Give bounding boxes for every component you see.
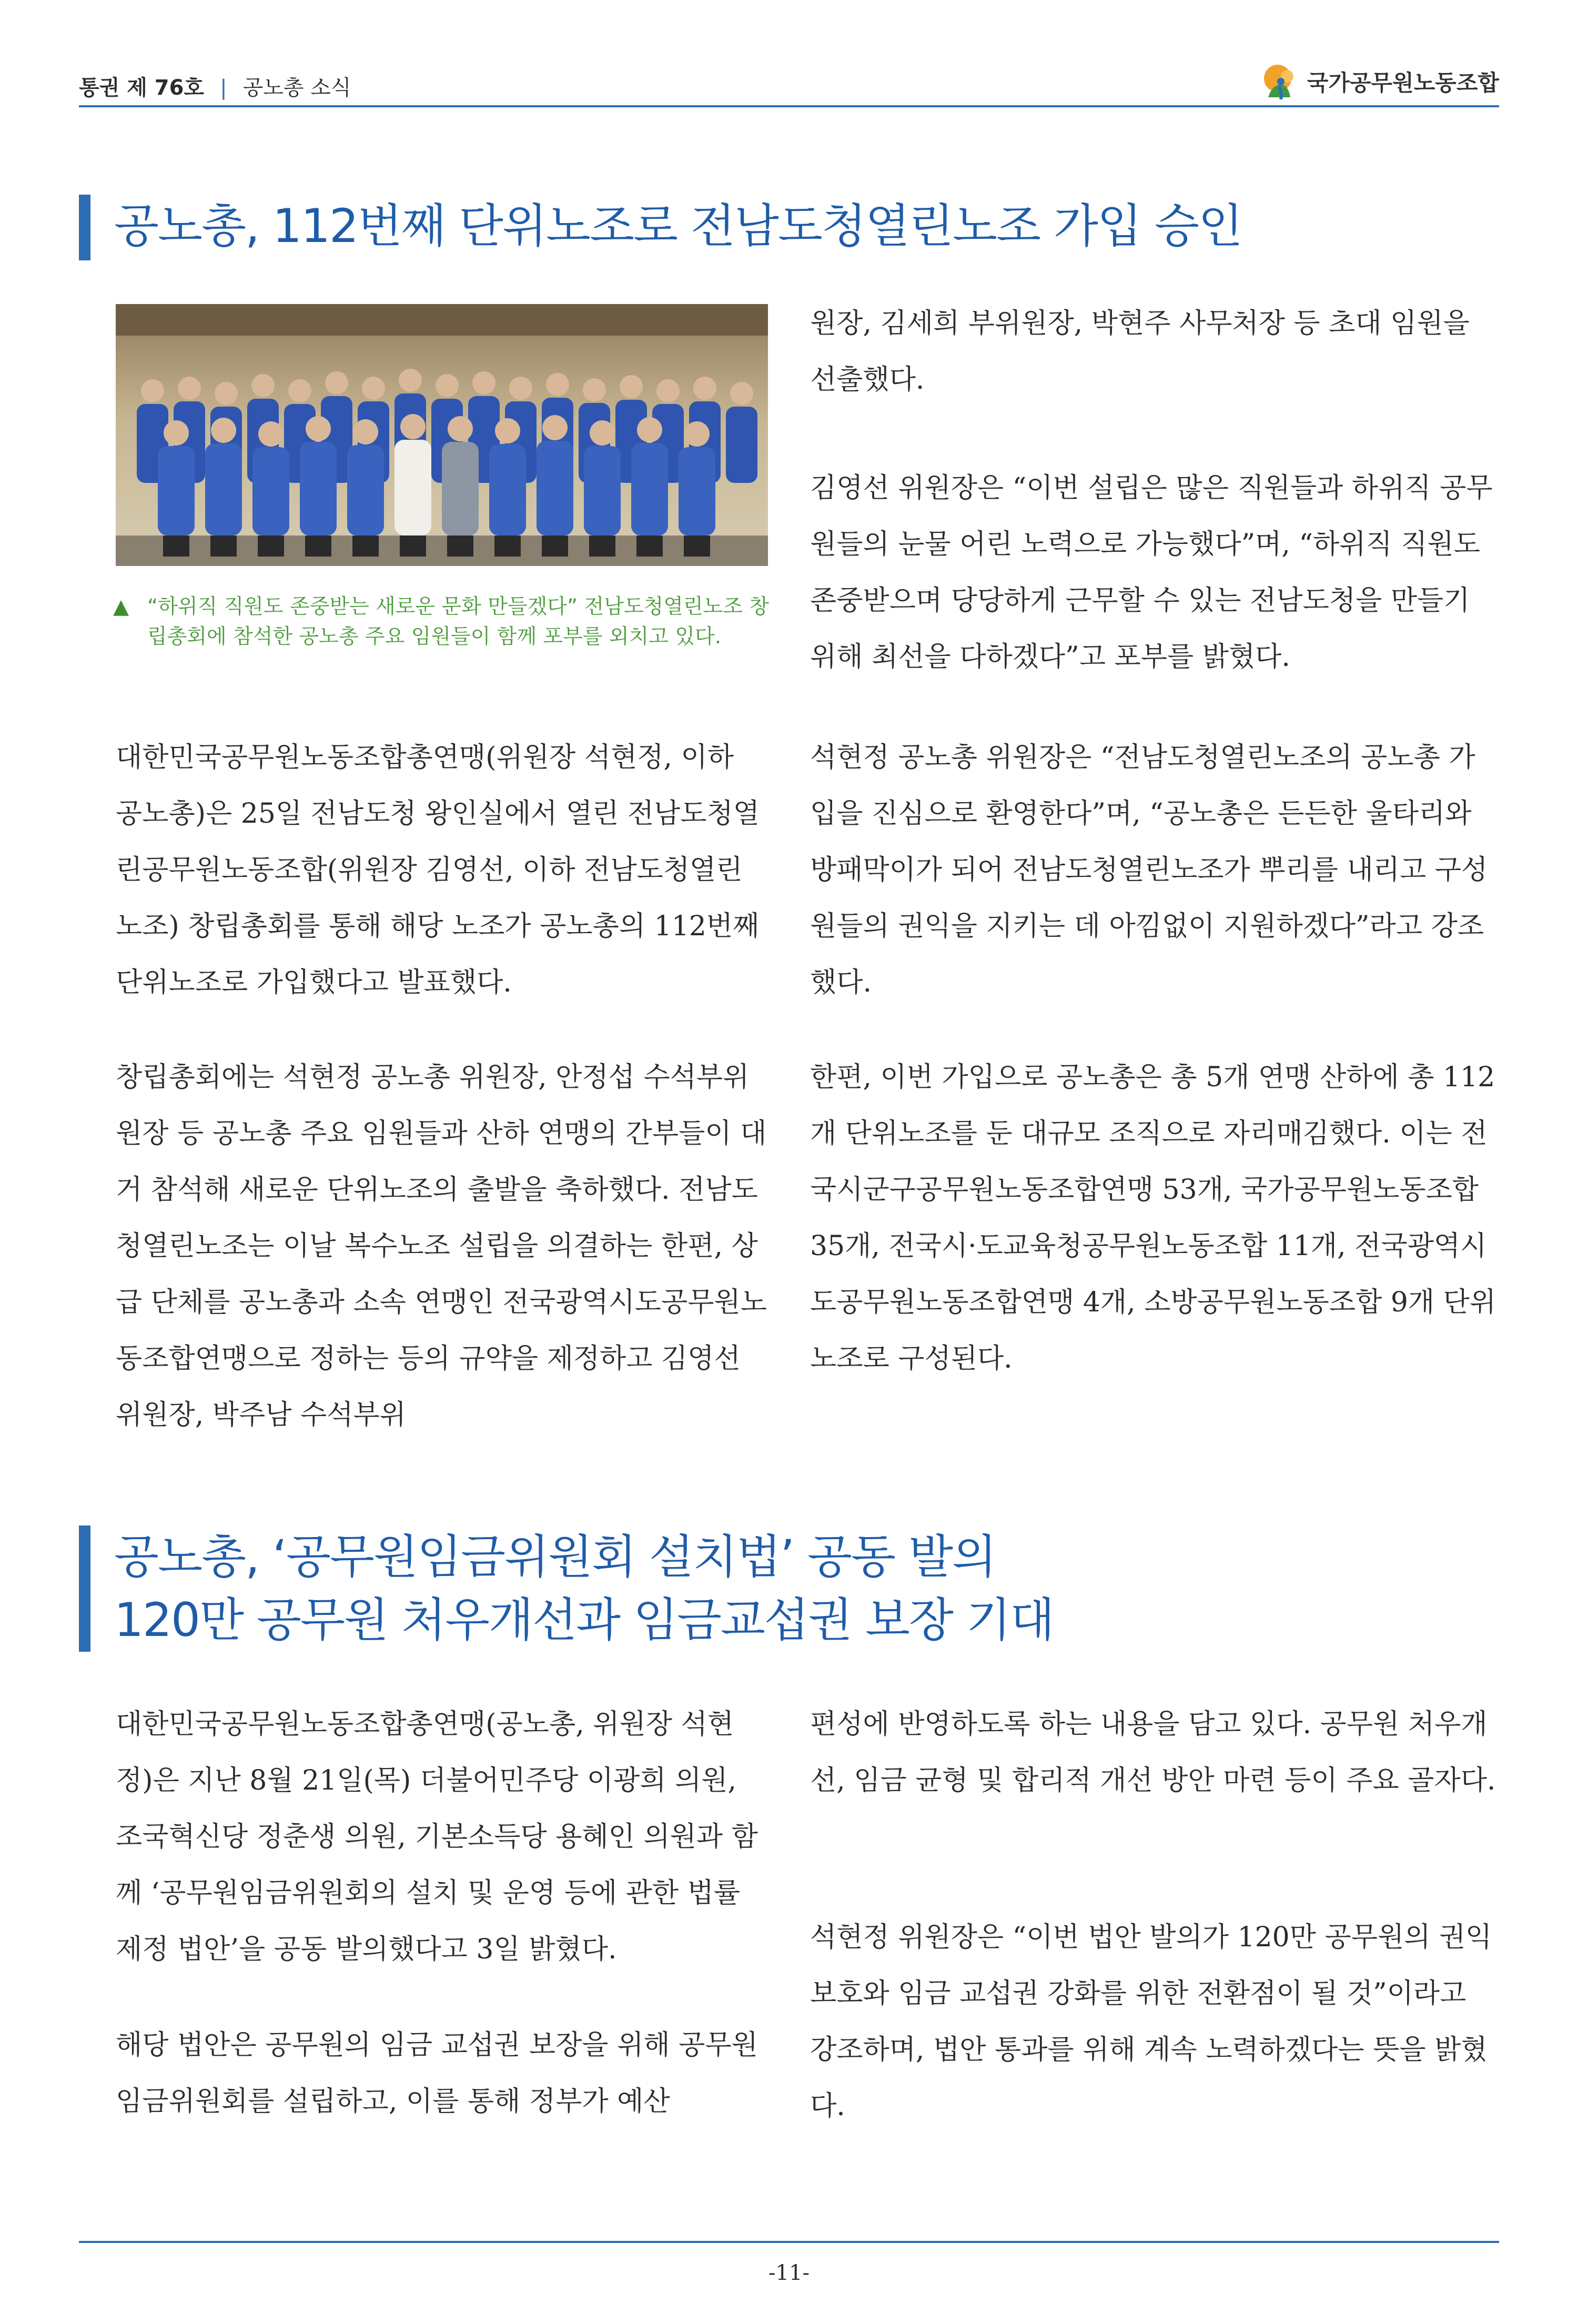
union-name: 국가공무원노동조합 [1307, 70, 1499, 96]
caption-text: “하위직 직원도 존중받는 새로운 문화 만들겠다” 전남도청열린노조 창립총회에 참석한 공노총 주요 임원들이 함께 포부를 외치고 있다. [147, 595, 770, 649]
article2-title-line1: 공노총, ‘공무원임금위원회 설치법’ 공동 발의 [114, 1530, 996, 1584]
running-header [79, 71, 351, 101]
page-header [79, 66, 1499, 108]
union-logo [1258, 58, 1499, 105]
article1-title: 공노총, 112번째 단위노조로 전남도청열린노조 가입 승인 [114, 199, 1242, 253]
header-divider: | [220, 76, 227, 100]
heading-accent-bar [79, 195, 90, 260]
article1-right-para-3: 석현정 공노총 위원장은 “전남도청열린노조의 공노총 가입을 진심으로 환영한다”며, “공노총은 든든한 울타리와 방패막이가 되어 전남도청열린노조가 뿌리를 내리고 구성원들의 권익을 지키는 데 아낌없이 지원하겠다”라고 강조했다. [810, 742, 1488, 998]
article2-title-line2: 120만 공무원 처우개선과 임금교섭권 보장 기대 [114, 1593, 1054, 1647]
article2-right-para-1: 편성에 반영하도록 하는 내용을 담고 있다. 공무원 처우개선, 임금 균형 및 합리적 개선 방안 마련 등이 주요 골자다. [810, 1709, 1496, 1796]
group-photo [116, 304, 768, 566]
article1-right-para-4: 한편, 이번 가입으로 공노총은 총 5개 연맹 산하에 총 112개 단위노조를 둔 대규모 조직으로 자리매김했다. 이는 전국시군구공무원노동조합연맹 53개, 국가공무원노동조합 35개, 전국시·도교육청공무원노동조합 11개, 전국광역시도공무원노동조합연맹 4개, 소방공무원노동조합 9개 단위노조로 구성된다. [810, 1062, 1496, 1375]
article1-left-para-2: 창립총회에는 석현정 공노총 위원장, 안정섭 수석부위원장 등 공노총 주요 임원들과 산하 연맹의 간부들이 대거 참석해 새로운 단위노조의 출발을 축하했다. 전남도청열린노조는 이날 복수노조 설립을 의결하는 한편, 상급 단체를 공노총과 소속 연맹인 전국광역시도공무원노동조합연맹으로 정하는 등의 규약을 제정하고 김영선 위원장, 박주남 수석부위 [116, 1062, 767, 1431]
union-logo-icon [1258, 60, 1300, 103]
article1-heading [79, 195, 1242, 260]
article2-left-para-1: 대한민국공무원노동조합총연맹(공노총, 위원장 석현정)은 지난 8월 21일(목) 더불어민주당 이광희 의원, 조국혁신당 정춘생 의원, 기본소득당 용혜인 의원과 함께 ‘공무원임금위원회의 설치 및 운영 등에 관한 법률 제정 법안’을 공동 발의했다고 3일 밝혔다. [116, 1709, 758, 1965]
issue-number: 통권 제 76호 [79, 76, 205, 100]
photo-caption [113, 592, 771, 652]
page-number: -11- [768, 2261, 810, 2285]
caption-triangle-icon: ▲ [113, 595, 129, 619]
header-rule [79, 105, 1499, 107]
article1-right-para-1: 원장, 김세희 부위원장, 박현주 사무처장 등 초대 임원을 선출했다. [810, 308, 1470, 396]
article2-title [114, 1525, 1054, 1652]
article1-left-para-1: 대한민국공무원노동조합총연맹(위원장 석현정, 이하 공노총)은 25일 전남도청 왕인실에서 열린 전남도청열린공무원노동조합(위원장 김영선, 이하 전남도청열린노조) 창립총회를 통해 해당 노조가 공노총의 112번째 단위노조로 가입했다고 발표했다. [116, 742, 760, 998]
article2-left-para-2: 해당 법안은 공무원의 임금 교섭권 보장을 위해 공무원임금위원회를 설립하고, 이를 통해 정부가 예산 [116, 2029, 758, 2117]
article2-right-para-2: 석현정 위원장은 “이번 법안 발의가 120만 공무원의 권익 보호와 임금 교섭권 강화를 위한 전환점이 될 것”이라고 강조하며, 법안 통과를 위해 계속 노력하겠다는 뜻을 밝혔다. [810, 1922, 1492, 2122]
section-name: 공노총 소식 [242, 76, 351, 100]
article1-right-para-2: 김영선 위원장은 “이번 설립은 많은 직원들과 하위직 공무원들의 눈물 어린 노력으로 가능했다”며, “하위직 직원도 존중받으며 당당하게 근무할 수 있는 전남도청을 만들기 위해 최선을 다하겠다”고 포부를 밝혔다. [810, 472, 1493, 673]
group-photo-illustration [116, 304, 768, 566]
heading-accent-bar [79, 1525, 90, 1652]
footer-rule [79, 2241, 1499, 2243]
article2-heading [79, 1525, 1054, 1652]
